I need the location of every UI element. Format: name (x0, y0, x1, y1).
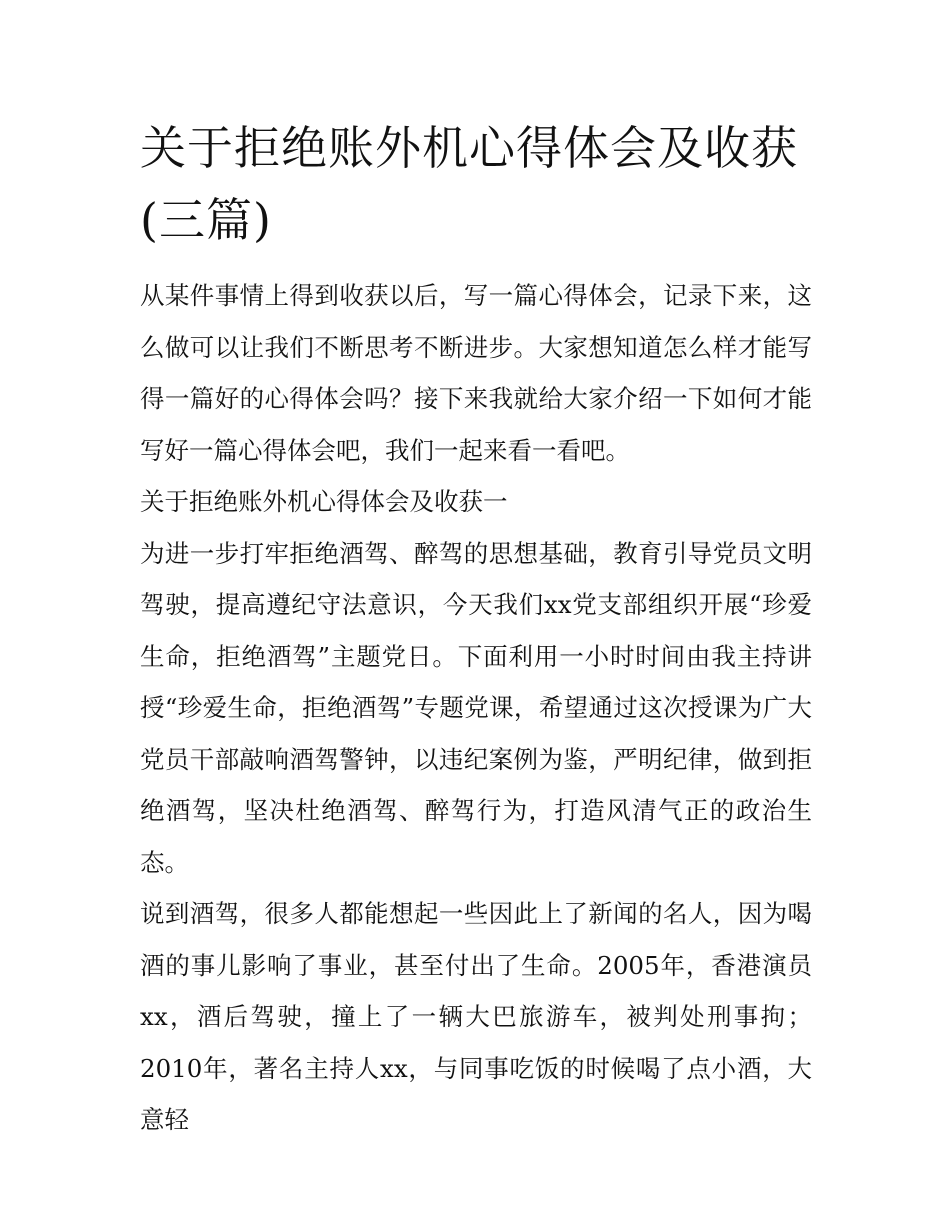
document-title: 关于拒绝账外机心得体会及收获(三篇) (140, 121, 798, 247)
document-page (140, 112, 812, 1146)
intro-paragraph: 从某件事情上得到收获以后，写一篇心得体会，记录下来，这么做可以让我们不断思考不断进步。大家想知道怎么样才能写得一篇好的心得体会吗？接下来我就给大家介绍一下如何才能写好一篇心得体会吧，我们一起来看一看吧。 (140, 281, 812, 465)
body-paragraph: 为进一步打牢拒绝酒驾、醉驾的思想基础，教育引导党员文明驾驶，提高遵纪守法意识，今天我们xx党支部组织开展“珍爱生命，拒绝酒驾”主题党日。下面利用一小时时间由我主持讲授“珍爱生命，拒绝酒驾”专题党课，希望通过这次授课为广大党员干部敲响酒驾警钟，以违纪案例为鉴，严明纪律，做到拒绝酒驾，坚决杜绝酒驾、醉驾行为，打造风清气正的政治生态。 (140, 538, 812, 877)
body-paragraph: 说到酒驾，很多人都能想起一些因此上了新闻的名人，因为喝酒的事儿影响了事业，甚至付出了生命。2005年，香港演员xx，酒后驾驶，撞上了一辆大巴旅游车，被判处刑事拘；2010年，著名主持人xx，与同事吃饭的时候喝了点小酒，大意轻 (140, 899, 812, 1134)
section-heading: 关于拒绝账外机心得体会及收获一 (140, 487, 508, 516)
